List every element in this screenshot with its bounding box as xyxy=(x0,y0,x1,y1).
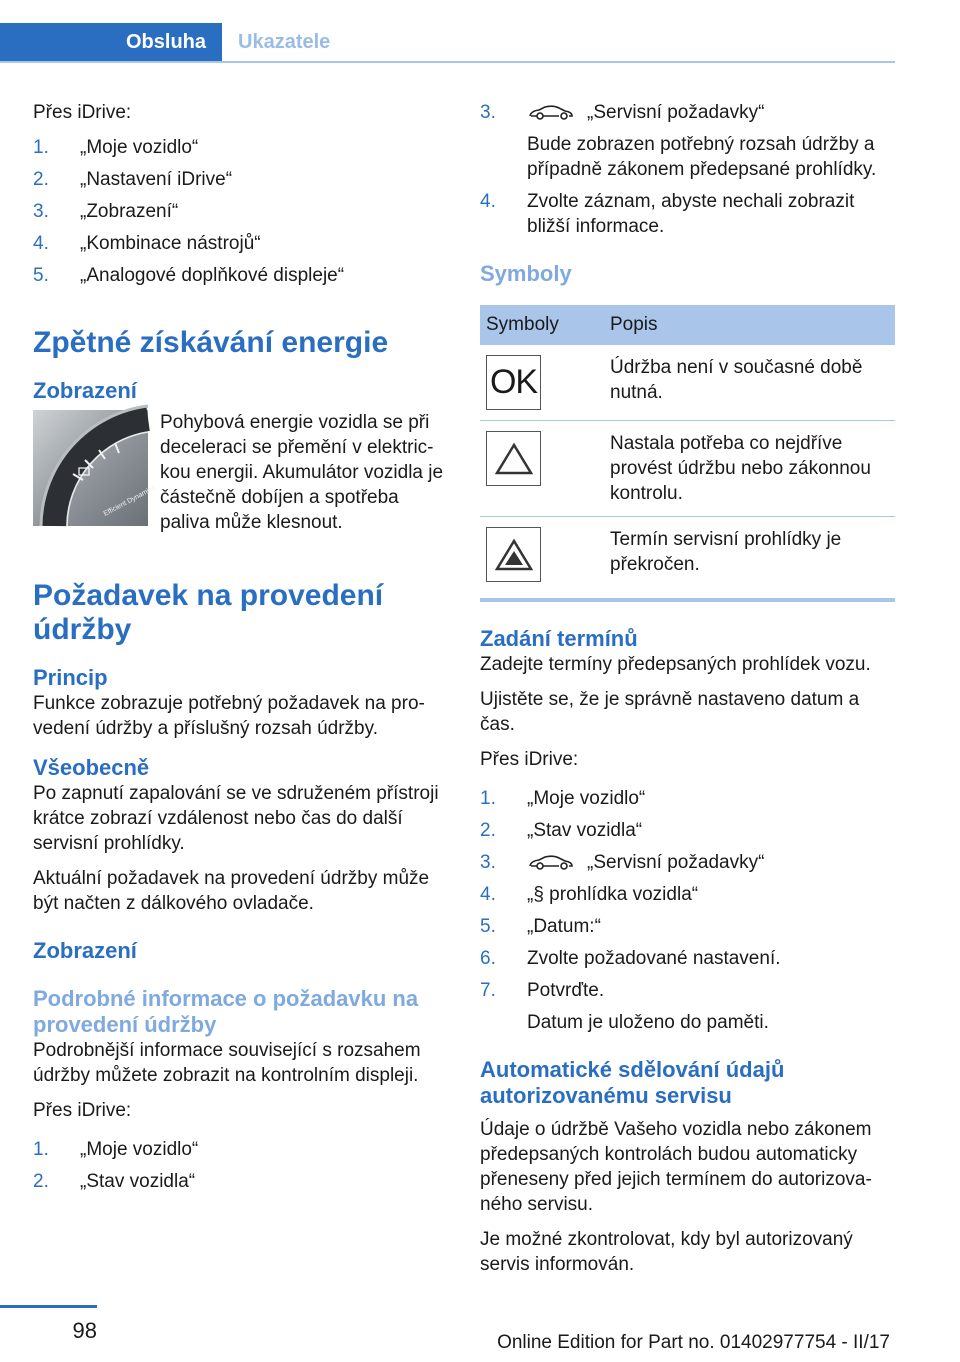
step-number: 5. xyxy=(33,265,49,286)
step-result: Datum je uloženo do paměti. xyxy=(527,1012,769,1033)
step-number: 4. xyxy=(480,191,496,212)
step-text: Zvolte požadované nastavení. xyxy=(527,948,781,969)
auto-text-2: Je možné zkontrolovat, kdy byl autorizovaný servis informován. xyxy=(480,1229,853,1275)
table-row xyxy=(480,345,895,421)
step-text: „Analogové doplňkové displeje“ xyxy=(80,265,345,286)
list-item xyxy=(33,1169,448,1194)
heading-general: Všeobecně xyxy=(33,755,150,780)
step-number: 4. xyxy=(480,884,496,905)
heading-detail-info: Podrobné informace o požadavku na provedení údržby xyxy=(33,986,419,1037)
tab-bar xyxy=(0,23,895,63)
ok-icon: OK xyxy=(486,355,541,410)
steps-list-top xyxy=(480,100,895,239)
step-text: „Moje vozidlo“ xyxy=(527,788,646,809)
table-row xyxy=(480,517,895,593)
steps-list-2 xyxy=(33,1137,448,1194)
heading-energy-recovery: Zpětné získávání energie xyxy=(33,326,389,359)
step-text: „Servisní požadavky“ xyxy=(587,102,765,123)
list-item xyxy=(33,231,448,256)
heading-display: Zobrazení xyxy=(33,378,137,403)
list-item xyxy=(480,100,895,182)
table-header-symbols: Symboly xyxy=(480,305,604,345)
left-column xyxy=(33,100,448,1204)
step-number: 1. xyxy=(33,1139,49,1160)
step-text: „Datum:“ xyxy=(527,916,601,937)
step-text: „Nastavení iDrive“ xyxy=(80,169,233,190)
step-text: „Zobrazení“ xyxy=(80,201,179,222)
list-item xyxy=(480,978,895,1035)
steps-list-3 xyxy=(480,786,895,1035)
idrive-intro-2: Přes iDrive: xyxy=(33,1100,132,1121)
table-cell-desc: Nastala potřeba co nejdříve provést údržbu nebo zákonnou kontrolu. xyxy=(604,421,895,517)
svg-text:Efficient Dynamics: Efficient Dynamics xyxy=(102,484,157,518)
charge-gauge-image xyxy=(33,410,157,526)
heading-symbols: Symboly xyxy=(480,261,572,286)
table-bottom-rule xyxy=(480,598,895,602)
step-number: 2. xyxy=(33,169,49,190)
overdue-triangle-icon xyxy=(486,527,541,582)
step-number: 3. xyxy=(480,102,496,123)
car-icon xyxy=(527,853,575,873)
list-item xyxy=(480,850,895,875)
step-number: 5. xyxy=(480,916,496,937)
general-text-2: Aktuální požadavek na provedení údržby může být načten z dálkového ovladače. xyxy=(33,868,430,914)
heading-auto-transfer: Automatické sdělování údajů autorizovanému servisu xyxy=(480,1057,785,1108)
step-text: „Moje vozidlo“ xyxy=(80,137,199,158)
list-item xyxy=(480,914,895,939)
list-item xyxy=(33,199,448,224)
step-number: 6. xyxy=(480,948,496,969)
list-item xyxy=(33,1137,448,1162)
footer-rule xyxy=(0,1305,97,1308)
idrive-intro: Přes iDrive: xyxy=(33,102,132,123)
car-icon xyxy=(527,103,575,123)
step-text: „Moje vozidlo“ xyxy=(80,1139,199,1160)
table-row xyxy=(480,421,895,517)
page-number: 98 xyxy=(72,1318,97,1343)
step-text: „Servisní požadavky“ xyxy=(587,852,765,873)
table-cell-desc: Údržba není v současné době nutná. xyxy=(604,345,895,421)
step-number: 2. xyxy=(33,1171,49,1192)
dates-text-1: Zadejte termíny předepsaných prohlídek vozu. xyxy=(480,654,871,675)
warning-triangle-icon xyxy=(486,431,541,486)
heading-principle: Princip xyxy=(33,665,108,690)
heading-dates: Zadání termínů xyxy=(480,626,638,651)
step-text: „§ prohlídka vozidla“ xyxy=(527,884,699,905)
list-item xyxy=(480,189,895,239)
heading-display-2: Zobrazení xyxy=(33,938,137,963)
auto-text-1: Údaje o údržbě Vašeho vozidla nebo zákonem předepsaných kontrolách budou automaticky přeneseny před jejich termínem do autorizovaného servisu. xyxy=(480,1119,872,1215)
table-cell-desc: Termín servisní prohlídky je překročen. xyxy=(610,529,842,575)
edition-label: Online Edition for Part no. 01402977754 - II/17 xyxy=(497,1332,890,1353)
tab-ukazatele[interactable]: Ukazatele xyxy=(238,30,331,53)
step-number: 4. xyxy=(33,233,49,254)
list-item xyxy=(480,882,895,907)
details-text: Podrobnější informace související s rozsahem údržby můžete zobrazit na kontrolním displeji. xyxy=(33,1040,421,1086)
general-text-1: Po zapnutí zapalování se ve sdruženém přístroji krátce zobrazí vzdálenost nebo čas do další servisní prohlídky. xyxy=(33,783,439,854)
step-text: „Stav vozidla“ xyxy=(80,1171,196,1192)
step-number: 2. xyxy=(480,820,496,841)
table-header-description: Popis xyxy=(604,305,895,345)
dates-text-2: Ujistěte se, že je správně nastaveno datum a čas. xyxy=(480,689,860,735)
step-number: 7. xyxy=(480,980,496,1001)
step-number: 3. xyxy=(480,852,496,873)
tab-obsluha[interactable]: Obsluha xyxy=(0,23,222,61)
table-header-row xyxy=(480,305,895,345)
list-item xyxy=(480,946,895,971)
step-number: 1. xyxy=(480,788,496,809)
list-item xyxy=(33,167,448,192)
step-text: „Stav vozidla“ xyxy=(527,820,643,841)
list-item xyxy=(33,263,448,288)
energy-section xyxy=(33,410,448,535)
step-text: Zvolte záznam, abyste nechali zobrazit bližší informace. xyxy=(527,191,855,237)
list-item xyxy=(480,786,895,811)
step-text: Potvrďte. xyxy=(527,980,605,1001)
step-text: „Kombinace nástrojů“ xyxy=(80,233,261,254)
step-number: 1. xyxy=(33,137,49,158)
list-item xyxy=(33,135,448,160)
heading-service-request: Požadavek na provedení údržby xyxy=(33,579,384,646)
principle-text: Funkce zobrazuje potřebný požadavek na provedení údržby a příslušný rozsah údržby. xyxy=(33,693,425,739)
energy-text: Pohybová energie vozidla se při deceleraci se přemění v elektrickou energii. Akumulátor vozidla je částečně dobíjen a spotřeba paliva může klesnout. xyxy=(160,412,444,533)
step-result: Bude zobrazen potřebný rozsah údržby a případně zákonem předepsané prohlídky. xyxy=(527,134,877,180)
steps-list-1 xyxy=(33,135,448,288)
right-column xyxy=(480,100,895,1287)
symbols-table xyxy=(480,305,895,592)
step-number: 3. xyxy=(33,201,49,222)
list-item xyxy=(480,818,895,843)
idrive-intro-3: Přes iDrive: xyxy=(480,749,579,770)
